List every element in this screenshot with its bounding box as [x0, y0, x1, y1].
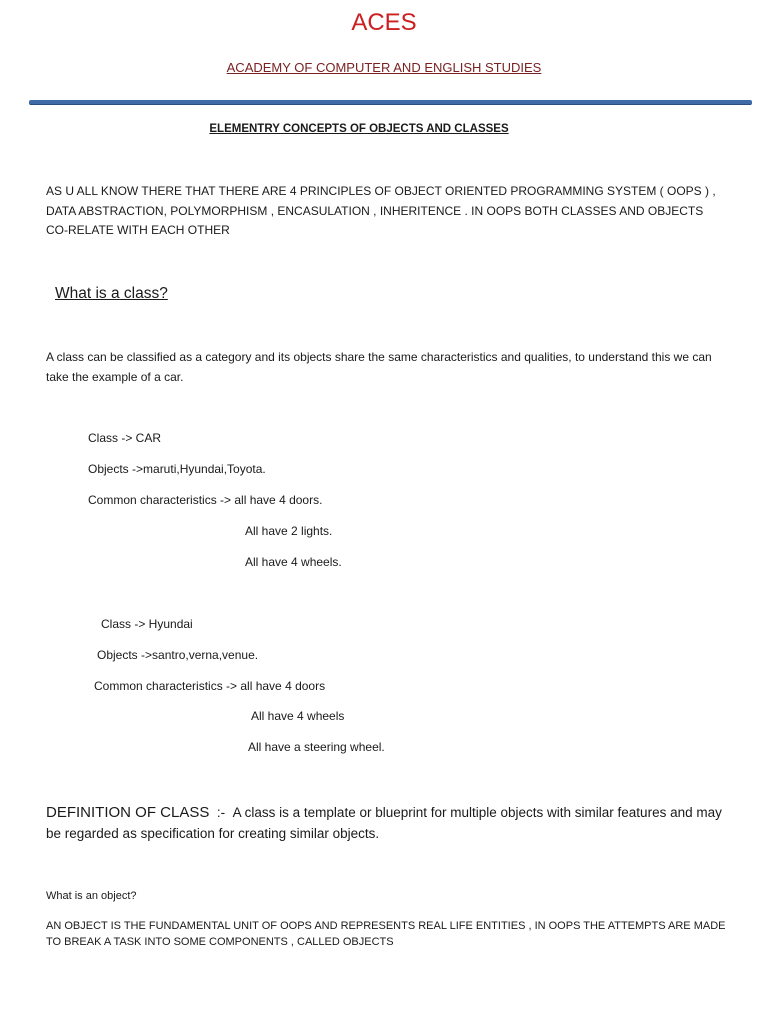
- document-title: ELEMENTRY CONCEPTS OF OBJECTS AND CLASSES: [209, 123, 509, 135]
- car-extra-wheels: All have 4 wheels.: [245, 555, 342, 569]
- car-extra-lights: All have 2 lights.: [245, 524, 333, 538]
- class-heading: What is a class?: [55, 285, 168, 302]
- car-class-line: Class -> CAR: [88, 431, 162, 445]
- hyundai-extra-steering: All have a steering wheel.: [248, 740, 385, 754]
- hyundai-class-line: Class -> Hyundai: [101, 617, 193, 631]
- page-title: ACES: [351, 9, 417, 36]
- header-divider: [29, 100, 752, 105]
- definition-text: A class is a template or blueprint for multiple objects with similar features and may be regarded as specification for creating similar objects.: [46, 805, 722, 841]
- definition-label: DEFINITION OF CLASS: [46, 804, 210, 821]
- object-question: What is an object?: [46, 890, 137, 902]
- intro-paragraph: AS U ALL KNOW THERE THAT THERE ARE 4 PRINCIPLES OF OBJECT ORIENTED PROGRAMMING SYSTEM ( OOPS ) , DATA ABSTRACTION, POLYMORPHISM , ENCASULATION , INHERITENCE . IN OOPS BOTH CLASSES AND OBJECTS CO-RELATE WITH EACH OTHER: [46, 184, 716, 237]
- car-common-line: Common characteristics -> all have 4 doors.: [88, 493, 323, 507]
- page-subtitle: ACADEMY OF COMPUTER AND ENGLISH STUDIES: [226, 60, 542, 75]
- definition-separator: :-: [216, 805, 226, 820]
- car-objects-line: Objects ->maruti,Hyundai,Toyota.: [88, 462, 266, 476]
- class-description: A class can be classified as a category and its objects share the same characteristics and qualities, to understand this we can take the example of a car.: [46, 350, 712, 384]
- hyundai-extra-wheels: All have 4 wheels: [251, 709, 345, 723]
- hyundai-common-line: Common characteristics -> all have 4 doors: [94, 679, 326, 693]
- object-paragraph: AN OBJECT IS THE FUNDAMENTAL UNIT OF OOPS AND REPRESENTS REAL LIFE ENTITIES , IN OOPS THE ATTEMPTS ARE MADE TO BREAK A TASK INTO SOME COMPONENTS , CALLED OBJECTS: [46, 920, 726, 948]
- class-definition: [46, 802, 736, 844]
- hyundai-objects-line: Objects ->santro,verna,venue.: [97, 648, 259, 662]
